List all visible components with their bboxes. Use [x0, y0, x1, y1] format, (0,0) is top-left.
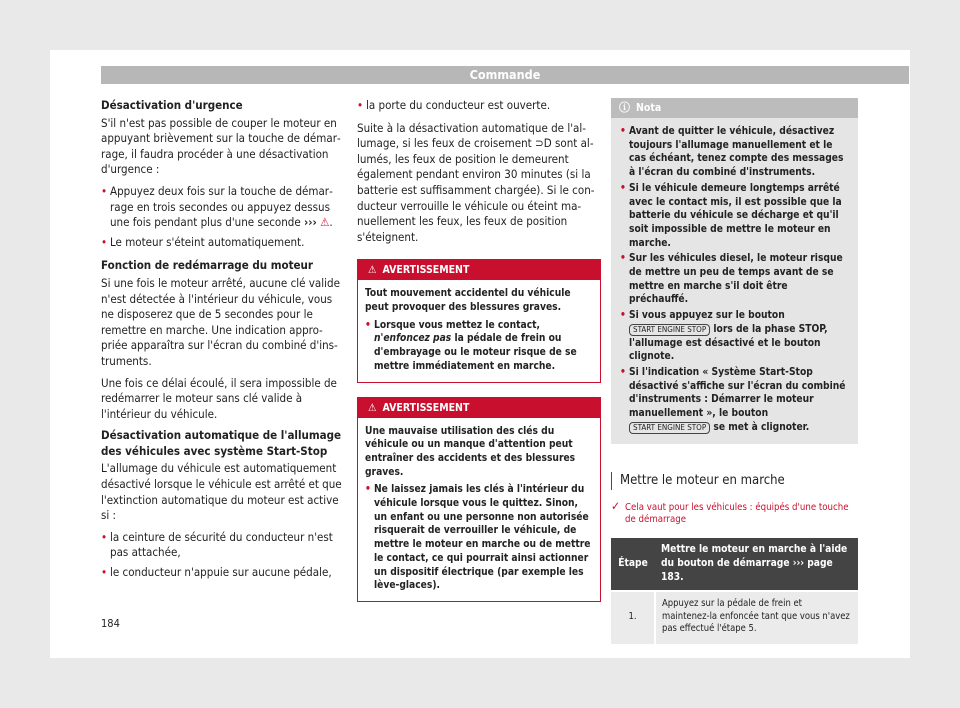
check-icon: ✓ [611, 499, 621, 514]
start-engine-stop-button-label: START ENGINE STOP [629, 422, 710, 434]
bullet-item: • le conducteur n'appuie sur aucune pédale, [101, 565, 343, 581]
warning-box-header: ⚠ AVERTISSEMENT [358, 260, 600, 280]
steps-table [611, 538, 858, 643]
bullet-item: • Avant de quitter le véhicule, désactivez toujours l'allumage manuellement et le cas échéant, tenez compte des messages à l'écran du combiné d'instruments. [620, 125, 849, 180]
table-row [611, 591, 858, 643]
warning-box-body: Tout mouvement accidentel du véhicule peut provoquer des blessures graves. • Lorsque vous mettez le contact, n'enfoncez pas la pédale de frein ou d'embrayage ou le moteur risque de se mettre immédiatement en marche. [358, 280, 600, 381]
bullet-item: • Appuyez deux fois sur la touche de démarrage en trois secondes ou appuyez dessus une fois pendant plus d'une seconde ››› ⚠. [101, 184, 343, 231]
warning-box-header: ⚠ AVERTISSEMENT [358, 398, 600, 418]
paragraph: S'il n'est pas possible de couper le moteur en appuyant brièvement sur la touche de démarrage, il faudra procéder à une désactivation d'urgence : [101, 115, 341, 177]
warning-triangle-icon: ⚠ [368, 401, 377, 414]
section-title: Mettre le moteur en marche [611, 472, 858, 490]
paragraph: L'allumage du véhicule est automatiquement désactivé lorsque le véhicule est arrêté et que l'extinction automatique du moteur est active si : [101, 461, 342, 523]
note-box [611, 98, 858, 444]
warning-box-2 [357, 397, 601, 602]
cross-ref-link[interactable]: ››› [304, 215, 317, 230]
heading-emergency-shutdown: Désactivation d'urgence [101, 98, 243, 112]
bullet-item: • Si vous appuyez sur le bouton START ENGINE STOP lors de la phase STOP, l'allumage est désactivé et le bouton clignote. [620, 309, 849, 364]
bullet-item: • la porte du conducteur est ouverte. [357, 98, 601, 114]
paragraph: Suite à la désactivation automatique de l'allumage, si les feux de croisement ⊃D sont allumés, les feux de position le demeurent également pendant environ 30 minutes (si la batterie est suffisamment chargée). Si le conducteur verrouille le véhicule ou éteint manuellement les feux, les feux de position s'éteignent. [357, 120, 595, 244]
bullet-item: • Sur les véhicules diesel, le moteur risque de mettre un peu de temps avant de se mettre en marche s'il doit être préchauffé. [620, 252, 849, 307]
paragraph: Une fois ce délai écoulé, il sera impossible de redémarrer le moteur sans clé valide à l'intérieur du véhicule. [101, 375, 337, 421]
heading-auto-ignition-off: Désactivation automatique de l'allumage des véhicules avec système Start-Stop [101, 428, 342, 458]
low-beam-icon: ⊃D [535, 136, 552, 151]
start-engine-stop-button-label: START ENGINE STOP [629, 324, 710, 336]
note-box-body [611, 118, 858, 444]
chapter-title: Commande [469, 67, 541, 82]
step-description: Appuyez sur la pédale de frein et maintenez-la enfoncée tant que vous n'avez pas effectué l'étape 5. [655, 591, 858, 643]
paragraph: Si une fois le moteur arrêté, aucune clé valide n'est détectée à l'intérieur du véhicule, vous ne disposerez que de 5 secondes pour le remettre en marche. Une indication appropriée apparaîtra sur l'écran du combiné d'instruments. [101, 275, 340, 368]
chapter-header [101, 66, 909, 84]
warning-box-body: Une mauvaise utilisation des clés du véhicule ou un manque d'attention peut entraîner des accidents et des blessures graves. • Ne laissez jamais les clés à l'intérieur du véhicule lorsque vous le quittez. Sinon, un enfant ou une personne non autorisée risquerait de verrouiller le véhicule, de mettre le moteur en marche ou de mettre le contact, ce qui pourrait ainsi actionner un dispositif électrique (par exemple les lève-glaces). [358, 418, 600, 601]
column-header-description: Mettre le moteur en marche à l'aide du bouton de démarrage ››› page 183. [655, 538, 858, 591]
column-right [611, 98, 858, 644]
validity-note: ✓ Cela vaut pour les véhicules : équipés d'une touche de démarrage [611, 499, 849, 526]
manual-page [50, 50, 910, 658]
bullet-item: • Le moteur s'éteint automatiquement. [101, 235, 343, 251]
column-middle [357, 98, 601, 616]
warning-box-1 [357, 259, 601, 382]
bullet-item: • la ceinture de sécurité du conducteur n'est pas attachée, [101, 530, 343, 561]
note-box-header: ⓘ Nota [611, 98, 858, 118]
warning-triangle-icon: ⚠ [320, 215, 330, 230]
bullet-item: • Lorsque vous mettez le contact, n'enfoncez pas la pédale de frein ou d'embrayage ou le moteur risque de se mettre immédiatement en marche. [365, 319, 593, 374]
bullet-item: • Ne laissez jamais les clés à l'intérieur du véhicule lorsque vous le quittez. Sinon, un enfant ou une personne non autorisée risquerait de verrouiller le véhicule, de mettre le moteur en marche ou de mettre le contact, ce qui pourrait ainsi actionner un dispositif électrique (par exemple les lève-glaces). [365, 483, 593, 593]
bullet-item: • Si le véhicule demeure longtemps arrêté avec le contact mis, il est possible que la batterie du véhicule se décharge et qu'il soit impossible de mettre le moteur en marche. [620, 182, 849, 251]
warning-triangle-icon: ⚠ [368, 264, 377, 277]
bullet-item: • Si l'indication « Système Start-Stop désactivé s'affiche sur l'écran du combiné d'instruments : Démarrer le moteur manuellement », le bouton START ENGINE STOP se met à clignoter. [620, 366, 849, 435]
heading-restart-function: Fonction de redémarrage du moteur [101, 258, 314, 273]
column-left [101, 98, 343, 585]
info-icon: ⓘ [619, 101, 630, 114]
step-number: 1. [611, 591, 655, 643]
column-header-step: Étape [611, 538, 655, 591]
table-header-row [611, 538, 858, 591]
page-number: 184 [101, 617, 120, 630]
